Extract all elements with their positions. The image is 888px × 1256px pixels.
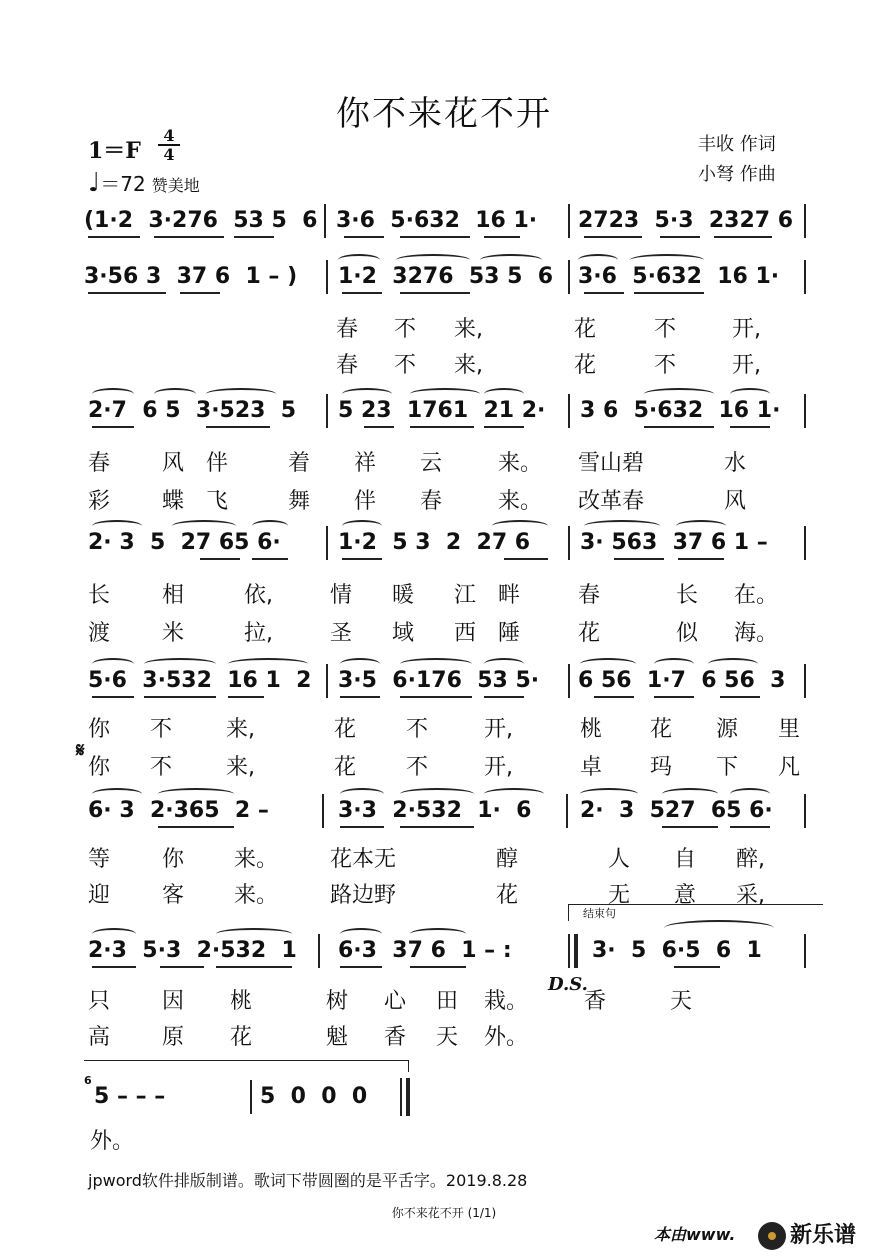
lyric-word: 花	[650, 717, 673, 742]
lyric-word: 采,	[736, 883, 765, 908]
lyric-word: 开,	[732, 353, 761, 378]
expression-marking: 赞美地	[151, 176, 200, 195]
lyric-word: 在。	[734, 583, 779, 608]
lyric-word: 香	[584, 989, 607, 1014]
lyric-line	[86, 578, 808, 612]
score-row-7	[84, 926, 806, 976]
score-row-6	[84, 786, 806, 836]
lyric-word: 原	[162, 1025, 185, 1050]
lyric-word: 里	[778, 717, 801, 742]
lyric-word: 醇	[496, 847, 519, 872]
dal-segno-mark: D.S.	[548, 974, 588, 995]
measure: 3·6 5·632 16 1·	[336, 208, 538, 233]
lyric-word: 圣	[330, 621, 353, 646]
lyric-word: 不	[150, 717, 173, 742]
score-row-5	[84, 656, 806, 706]
lyric-word: 西	[454, 621, 477, 646]
lyric-word: 醉,	[736, 847, 765, 872]
lyric-word: 陲	[498, 621, 521, 646]
lyric-word: 春	[88, 451, 111, 476]
lyric-word: 外。	[484, 1025, 529, 1050]
measure: 6· 3 2·365 2 –	[88, 798, 269, 823]
lyric-word: 彩	[88, 489, 111, 514]
lyric-word: 开,	[732, 317, 761, 342]
lyric-word: 春	[578, 583, 601, 608]
lyric-word: 情	[330, 583, 353, 608]
measure: 3·56 3 37 6 1 – )	[84, 264, 298, 289]
lyric-word: 不	[150, 755, 173, 780]
measure: 3·5 6·176 53 5·	[338, 668, 540, 693]
lyric-word: 相	[162, 583, 185, 608]
score-row-2	[84, 252, 806, 302]
lyric-word: 凡	[778, 755, 801, 780]
lyric-word: 来。	[498, 489, 543, 514]
measure: 3·3 2·532 1· 6	[338, 798, 532, 823]
tempo-marking	[88, 168, 200, 198]
lyric-word: 伴	[354, 489, 377, 514]
lyric-word: 下	[716, 755, 739, 780]
lyric-line	[86, 616, 808, 650]
lyric-word: 栽。	[484, 989, 529, 1014]
lyric-line	[86, 842, 808, 876]
record-disc-icon	[758, 1222, 786, 1250]
lyric-word: 舞	[288, 489, 311, 514]
lyricist-credit: 丰收 作词	[698, 134, 776, 155]
lyric-word: 心	[384, 989, 407, 1014]
measure: 3 6 5·632 16 1·	[580, 398, 781, 423]
lyric-word: 伴	[206, 451, 229, 476]
lyric-word: 春	[336, 353, 359, 378]
lyric-word: 来,	[454, 317, 483, 342]
measure: 2· 3 5 27 65 6·	[88, 530, 281, 555]
measure: 5 23 1761 21 2·	[338, 398, 546, 423]
lyric-word: 长	[676, 583, 699, 608]
lyric-line	[86, 1020, 808, 1054]
time-sig-top: 4	[163, 126, 175, 145]
ending-bracket	[568, 904, 823, 921]
lyric-word: 等	[88, 847, 111, 872]
measure: 2·3 5·3 2·532 1	[88, 938, 297, 963]
lyric-line	[86, 750, 808, 784]
measure: 3·6 5·632 16 1·	[578, 264, 780, 289]
lyric-word: 外。	[90, 1129, 135, 1154]
lyric-word: 自	[674, 847, 697, 872]
measure: 1·2 5 3 2 27 6	[338, 530, 531, 555]
lyric-word: 无	[608, 883, 631, 908]
lyric-word: 依,	[244, 583, 273, 608]
measure: 3· 5 6·5 6 1	[592, 938, 762, 963]
lyric-word: 你	[162, 847, 185, 872]
lyric-word: 不	[406, 717, 429, 742]
lyric-word: 不	[654, 317, 677, 342]
lyric-word: 来,	[226, 755, 255, 780]
measure: 5 – – –	[94, 1084, 166, 1109]
lyric-word: 不	[394, 317, 417, 342]
lyric-word: 花	[334, 755, 357, 780]
time-sig-bottom: 4	[163, 145, 175, 164]
score-row-1	[84, 196, 806, 246]
logo-text: 新乐谱	[790, 1223, 857, 1248]
lyric-word: 花	[230, 1025, 253, 1050]
lyric-word: 人	[608, 847, 631, 872]
lyric-word: 开,	[484, 755, 513, 780]
lyric-word: 着	[288, 451, 311, 476]
lyric-word: 树	[326, 989, 349, 1014]
measure: 2· 3 527 65 6·	[580, 798, 773, 823]
lyric-line	[86, 312, 808, 346]
lyric-word: 花	[496, 883, 519, 908]
score-row-3	[84, 386, 806, 436]
lyric-word: 路边野	[330, 883, 397, 908]
composer-credit: 小弩 作曲	[698, 164, 776, 185]
lyric-line	[86, 446, 808, 480]
lyric-word: 来。	[234, 847, 279, 872]
key-signature: 1＝F	[88, 138, 141, 164]
score-row-8	[84, 1072, 424, 1122]
lyric-word: 不	[654, 353, 677, 378]
lyric-word: 客	[162, 883, 185, 908]
quarter-note-icon: ♩	[88, 168, 101, 198]
lyric-word: 畔	[498, 583, 521, 608]
measure: 6·3 37 6 1 – :	[338, 938, 512, 963]
measure: 5 0 0 0	[260, 1084, 368, 1109]
lyric-word: 似	[676, 621, 699, 646]
lyric-word: 桃	[580, 717, 603, 742]
segno-mark: 𝄋	[76, 738, 85, 762]
lyric-word: 不	[394, 353, 417, 378]
lyric-word: 花	[574, 317, 597, 342]
lyric-word: 田	[436, 989, 459, 1014]
lyric-word: 你	[88, 717, 111, 742]
lyric-word: 江	[454, 583, 477, 608]
ending-label: 结束句	[583, 907, 616, 920]
lyric-word: 海。	[734, 621, 779, 646]
lyric-word: 只	[88, 989, 111, 1014]
lyric-line	[86, 484, 808, 518]
lyric-word: 飞	[206, 489, 229, 514]
lyric-word: 香	[384, 1025, 407, 1050]
lyric-word: 祥	[354, 451, 377, 476]
lyric-word: 春	[336, 317, 359, 342]
lyric-word: 改革春	[578, 489, 645, 514]
lyric-word: 玛	[650, 755, 673, 780]
site-watermark: 本由www.	[654, 1225, 736, 1244]
lyric-word: 春	[420, 489, 443, 514]
lyric-word: 风	[724, 489, 747, 514]
lyric-word: 渡	[88, 621, 111, 646]
lyric-word: 卓	[580, 755, 603, 780]
lyric-word: 花	[334, 717, 357, 742]
lyric-word: 源	[716, 717, 739, 742]
page-title: 你不来花不开	[336, 94, 552, 134]
lyric-word: 不	[406, 755, 429, 780]
time-signature	[158, 128, 180, 162]
lyric-word: 来,	[226, 717, 255, 742]
footer-note: jpword软件排版制谱。歌词下带圆圈的是平舌字。2019.8.28	[88, 1171, 528, 1190]
lyric-word: 来,	[454, 353, 483, 378]
lyric-word: 长	[88, 583, 111, 608]
measure: 5·6 3·532 16 1 2	[88, 668, 312, 693]
measure: 6 56 1·7 6 56 3	[578, 668, 786, 693]
lyric-word: 暖	[392, 583, 415, 608]
lyric-word: 花	[578, 621, 601, 646]
lyric-word: 因	[162, 989, 185, 1014]
lyric-word: 意	[674, 883, 697, 908]
lyric-word: 来。	[234, 883, 279, 908]
lyric-word: 开,	[484, 717, 513, 742]
lyric-word: 高	[88, 1025, 111, 1050]
measure: 3· 563 37 6 1 –	[580, 530, 768, 555]
lyric-word: 蝶	[162, 489, 185, 514]
measure: 2723 5·3 2327 6	[578, 208, 794, 233]
score-row-4	[84, 518, 806, 568]
measure: 2·7 6 5 3·523 5	[88, 398, 297, 423]
lyric-word: 迎	[88, 883, 111, 908]
measure: (1·2 3·276 53 5 6	[84, 208, 318, 233]
logo	[758, 1218, 856, 1250]
lyric-word: 天	[436, 1025, 459, 1050]
page-label: 你不来花不开 (1/1)	[391, 1206, 497, 1220]
lyric-word: 桃	[230, 989, 253, 1014]
lyric-line	[86, 984, 808, 1018]
lyric-word: 魁	[326, 1025, 349, 1050]
fermata-count: 6	[84, 1074, 92, 1087]
lyric-word: 水	[724, 451, 747, 476]
lyric-line	[86, 1124, 808, 1158]
lyric-word: 米	[162, 621, 185, 646]
lyric-word: 域	[392, 621, 415, 646]
lyric-word: 花	[574, 353, 597, 378]
lyric-word: 云	[420, 451, 443, 476]
tempo-value: ＝72	[100, 172, 146, 196]
lyric-word: 你	[88, 755, 111, 780]
lyric-word: 拉,	[244, 621, 273, 646]
measure: 1·2 3276 53 5 6	[338, 264, 554, 289]
lyric-word: 雪山碧	[578, 451, 645, 476]
lyric-word: 天	[670, 989, 693, 1014]
lyric-word: 花本无	[330, 847, 397, 872]
lyric-line	[86, 712, 808, 746]
lyric-word: 风	[162, 451, 185, 476]
lyric-line	[86, 348, 808, 382]
lyric-word: 来。	[498, 451, 543, 476]
